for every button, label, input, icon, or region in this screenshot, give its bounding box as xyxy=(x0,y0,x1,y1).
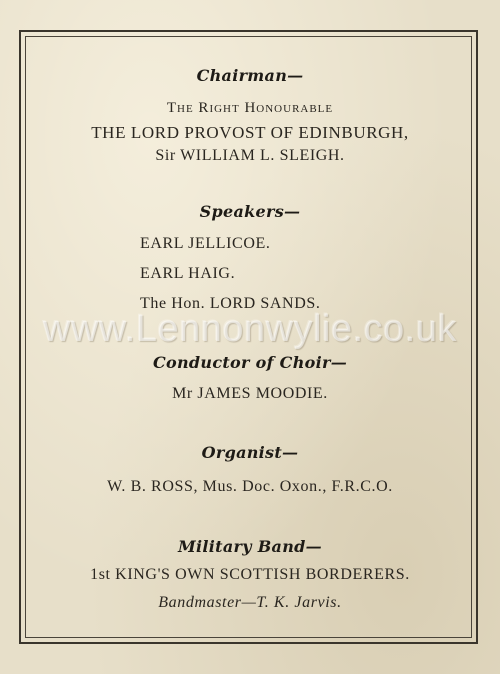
chairman-heading: Chairman— xyxy=(196,66,304,85)
band-name: 1st KING'S OWN SCOTTISH BORDERERS. xyxy=(90,566,410,583)
chairman-honorific: The Right Honourable xyxy=(166,100,334,116)
speaker-3: The Hon. LORD SANDS. xyxy=(140,295,321,312)
website-watermark: www.Lennonwylie.co.uk xyxy=(43,308,457,350)
bandmaster: Bandmaster—T. K. Jarvis. xyxy=(158,594,342,611)
conductor-name: Mr JAMES MOODIE. xyxy=(172,385,328,402)
conductor-heading: Conductor of Choir— xyxy=(152,353,348,372)
band-heading: Military Band— xyxy=(178,537,322,556)
speaker-2: EARL HAIG. xyxy=(140,265,236,282)
speakers-heading: Speakers— xyxy=(199,202,301,221)
chairman-name: Sir WILLIAM L. SLEIGH. xyxy=(155,147,345,164)
speaker-1: EARL JELLICOE. xyxy=(140,235,271,252)
organist-heading: Organist— xyxy=(201,443,299,462)
organist-name: W. B. ROSS, Mus. Doc. Oxon., F.R.C.O. xyxy=(107,478,393,495)
chairman-office: THE LORD PROVOST OF EDINBURGH, xyxy=(91,123,409,142)
